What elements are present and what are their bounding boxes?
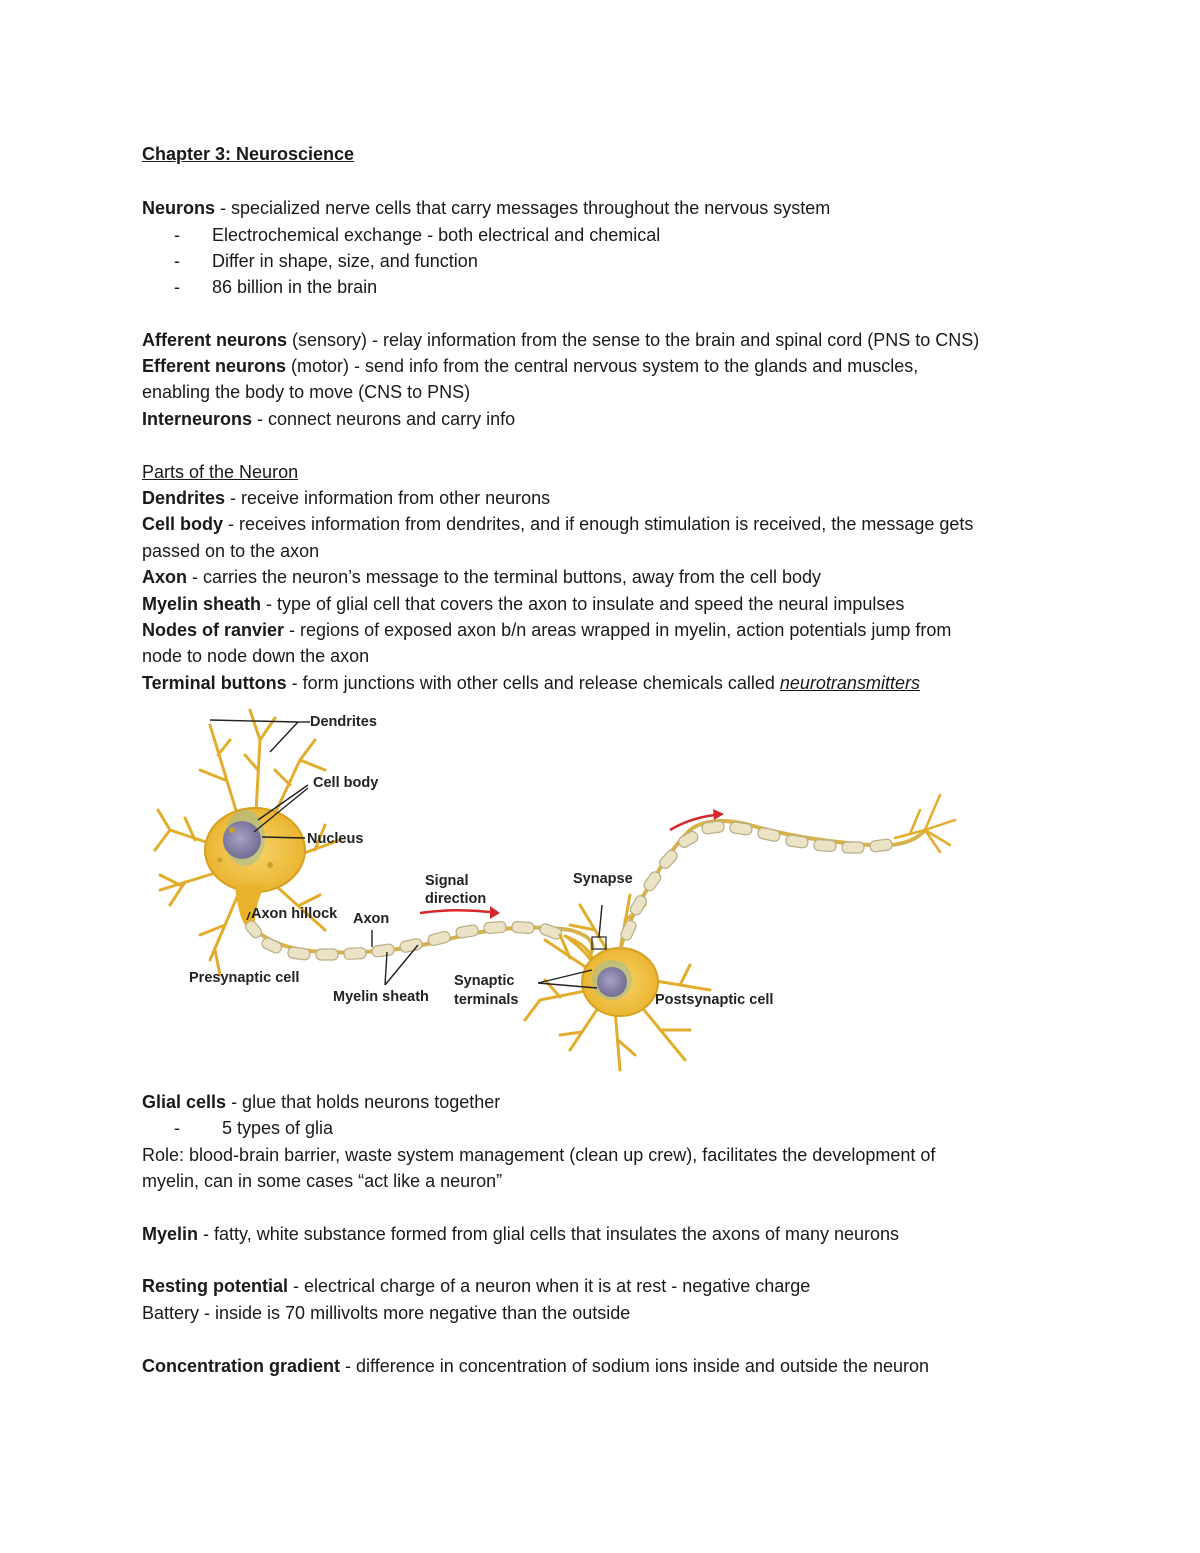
label-synapse: Synapse xyxy=(573,871,633,887)
postsynaptic-nucleus xyxy=(597,967,627,997)
label-myelin-sheath: Myelin sheath xyxy=(333,989,429,1005)
cell-body-definition: Cell body - receives information from dendrites, and if enough stimulation is received, the message gets xyxy=(142,514,974,534)
page-title: Chapter 3: Neuroscience xyxy=(142,144,355,164)
cell-body-definition-cont: passed on to the axon xyxy=(142,541,320,561)
concentration-definition: Concentration gradient - difference in concentration of sodium ions inside and outside the neuron xyxy=(142,1356,930,1376)
label-cell-body: Cell body xyxy=(313,775,379,791)
label-terminals: terminals xyxy=(454,992,519,1008)
efferent-definition-cont: enabling the body to move (CNS to PNS) xyxy=(142,382,471,402)
label-dendrites: Dendrites xyxy=(310,714,377,730)
label-nucleus: Nucleus xyxy=(307,831,364,847)
label-synaptic: Synaptic xyxy=(454,973,515,989)
myelin-sheath-definition: Myelin sheath - type of glial cell that covers the axon to insulate and speed the neural impulses xyxy=(142,594,905,614)
myelin-definition: Myelin - fatty, white substance formed from glial cells that insulates the axons of many neurons xyxy=(142,1224,900,1244)
neuron-diagram xyxy=(150,700,970,1080)
presynaptic-nucleus xyxy=(223,821,261,859)
neurotransmitters-link: neurotransmitters xyxy=(779,673,920,693)
neurons-definition xyxy=(142,196,830,220)
nodes-definition: Nodes of ranvier - regions of exposed axon b/n areas wrapped in myelin, action potentials jump from xyxy=(142,620,952,640)
label-axon-hillock: Axon hillock xyxy=(251,906,338,922)
interneurons-definition: Interneurons - connect neurons and carry info xyxy=(142,409,516,429)
resting-definition: Resting potential - electrical charge of a neuron when it is at rest - negative charge xyxy=(142,1276,811,1296)
afferent-definition: Afferent neurons (sensory) - relay information from the sense to the brain and spinal cord (PNS to CNS) xyxy=(142,330,980,350)
myelin-sheath-segments xyxy=(244,919,563,961)
efferent-definition: Efferent neurons (motor) - send info from the central nervous system to the glands and muscles, xyxy=(142,356,919,376)
label-direction: direction xyxy=(425,891,487,907)
axon-definition: Axon - carries the neuron’s message to the terminal buttons, away from the cell body xyxy=(142,567,821,587)
nodes-definition-cont: node to node down the axon xyxy=(142,646,370,666)
terminal-definition: Terminal buttons - form junctions with other cells and release chemicals called neurotransmitters xyxy=(142,673,920,693)
dendrites-definition: Dendrites - receive information from other neurons xyxy=(142,488,551,508)
neurons-term: Neurons xyxy=(142,198,216,218)
label-axon: Axon xyxy=(353,911,390,927)
battery-line: Battery - inside is 70 millivolts more negative than the outside xyxy=(142,1303,631,1323)
section-heading-parts: Parts of the Neuron xyxy=(142,462,299,482)
label-signal: Signal xyxy=(425,873,469,889)
glial-definition: Glial cells - glue that holds neurons together xyxy=(142,1092,501,1112)
glial-role: Role: blood-brain barrier, waste system management (clean up crew), facilitates the development of xyxy=(142,1145,936,1165)
glial-role-cont: myelin, can in some cases “act like a neuron” xyxy=(142,1171,503,1191)
neurons-def: - specialized nerve cells that carry messages throughout the nervous system xyxy=(215,198,831,218)
label-postsynaptic-cell: Postsynaptic cell xyxy=(655,992,774,1008)
label-presynaptic-cell: Presynaptic cell xyxy=(189,970,300,986)
